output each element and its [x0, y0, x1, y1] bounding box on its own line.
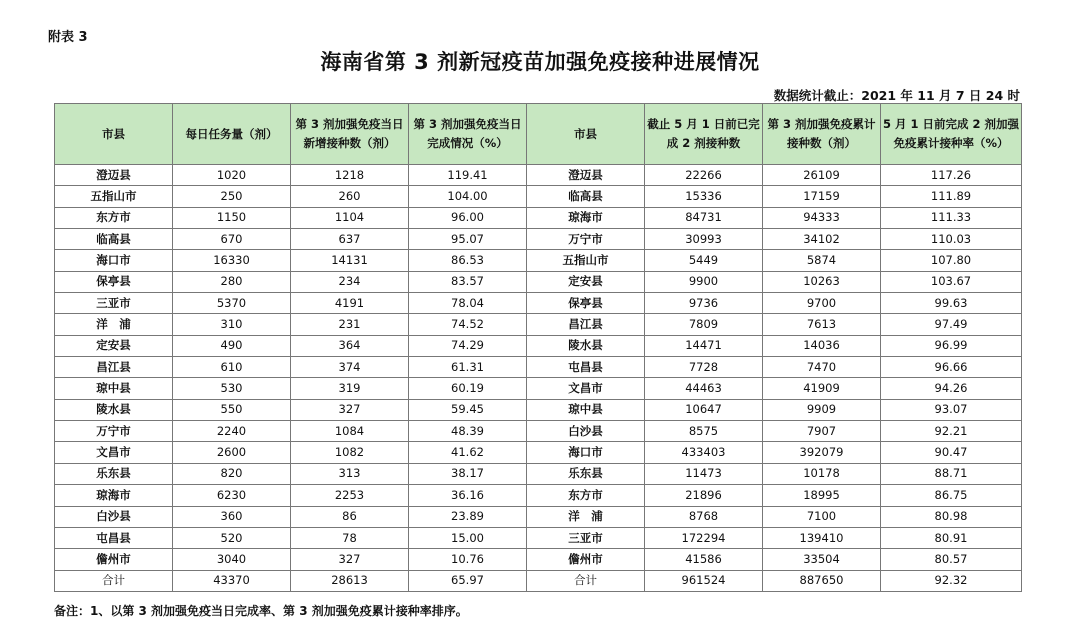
cell-cumulative-doses: 33504	[763, 549, 881, 570]
cell-county-left: 昌江县	[55, 357, 173, 378]
cell-county-right: 合计	[527, 570, 645, 591]
cell-county-left: 琼海市	[55, 485, 173, 506]
cell-two-dose-count: 30993	[645, 229, 763, 250]
cell-county-left: 洋 浦	[55, 314, 173, 335]
table-row	[55, 421, 1022, 442]
cell-daily-quota: 280	[173, 271, 291, 292]
header-county-right: 市县	[527, 104, 645, 165]
cell-county-left: 海口市	[55, 250, 173, 271]
cell-daily-quota: 550	[173, 399, 291, 420]
cell-two-dose-count: 14471	[645, 335, 763, 356]
cell-daily-quota: 820	[173, 463, 291, 484]
cell-county-left: 万宁市	[55, 421, 173, 442]
cell-two-dose-count: 21896	[645, 485, 763, 506]
cell-county-left: 文昌市	[55, 442, 173, 463]
cell-cumulative-rate: 96.99	[881, 335, 1022, 356]
cell-cumulative-rate: 103.67	[881, 271, 1022, 292]
table-row	[55, 335, 1022, 356]
cell-daily-completion: 83.57	[409, 271, 527, 292]
table-row	[55, 463, 1022, 484]
cell-daily-completion: 96.00	[409, 207, 527, 228]
cell-daily-new-doses: 1084	[291, 421, 409, 442]
cell-daily-quota: 250	[173, 186, 291, 207]
cell-daily-quota: 360	[173, 506, 291, 527]
cell-cumulative-rate: 107.80	[881, 250, 1022, 271]
cell-cumulative-doses: 18995	[763, 485, 881, 506]
cell-cumulative-rate: 88.71	[881, 463, 1022, 484]
cell-cumulative-rate: 96.66	[881, 357, 1022, 378]
cell-daily-completion: 74.52	[409, 314, 527, 335]
cell-daily-completion: 65.97	[409, 570, 527, 591]
cell-daily-completion: 60.19	[409, 378, 527, 399]
cell-daily-completion: 61.31	[409, 357, 527, 378]
cell-daily-new-doses: 28613	[291, 570, 409, 591]
cell-daily-new-doses: 78	[291, 527, 409, 548]
table-row	[55, 442, 1022, 463]
cell-cumulative-doses: 887650	[763, 570, 881, 591]
table-row	[55, 506, 1022, 527]
cell-cumulative-rate: 80.98	[881, 506, 1022, 527]
cell-county-right: 万宁市	[527, 229, 645, 250]
table-row	[55, 229, 1022, 250]
cell-county-left: 合计	[55, 570, 173, 591]
cell-county-right: 澄迈县	[527, 165, 645, 186]
cell-two-dose-count: 15336	[645, 186, 763, 207]
cell-daily-new-doses: 637	[291, 229, 409, 250]
cell-two-dose-count: 7728	[645, 357, 763, 378]
table-row	[55, 314, 1022, 335]
cell-county-left: 屯昌县	[55, 527, 173, 548]
cell-daily-new-doses: 313	[291, 463, 409, 484]
cell-daily-completion: 48.39	[409, 421, 527, 442]
cell-county-right: 临高县	[527, 186, 645, 207]
cell-county-right: 昌江县	[527, 314, 645, 335]
table-row	[55, 378, 1022, 399]
cell-cumulative-doses: 7907	[763, 421, 881, 442]
cell-county-right: 白沙县	[527, 421, 645, 442]
cell-two-dose-count: 9736	[645, 293, 763, 314]
cell-county-left: 五指山市	[55, 186, 173, 207]
cell-county-right: 定安县	[527, 271, 645, 292]
cell-cumulative-doses: 94333	[763, 207, 881, 228]
cell-cumulative-rate: 86.75	[881, 485, 1022, 506]
table-row	[55, 207, 1022, 228]
table-row	[55, 485, 1022, 506]
table-row	[55, 357, 1022, 378]
cell-daily-new-doses: 260	[291, 186, 409, 207]
table-total-row	[55, 570, 1022, 591]
cell-cumulative-doses: 10263	[763, 271, 881, 292]
cell-county-right: 洋 浦	[527, 506, 645, 527]
cell-cumulative-rate: 117.26	[881, 165, 1022, 186]
cell-daily-new-doses: 327	[291, 399, 409, 420]
header-daily-quota: 每日任务量（剂）	[173, 104, 291, 165]
cell-cumulative-rate: 92.32	[881, 570, 1022, 591]
cell-county-left: 定安县	[55, 335, 173, 356]
cell-two-dose-count: 44463	[645, 378, 763, 399]
data-cutoff-date: 数据统计截止：2021 年 11 月 7 日 24 时	[773, 88, 1020, 103]
cell-cumulative-doses: 392079	[763, 442, 881, 463]
cell-daily-quota: 2240	[173, 421, 291, 442]
cell-daily-completion: 59.45	[409, 399, 527, 420]
cell-daily-new-doses: 364	[291, 335, 409, 356]
cell-cumulative-doses: 7613	[763, 314, 881, 335]
cell-daily-new-doses: 327	[291, 549, 409, 570]
cell-two-dose-count: 172294	[645, 527, 763, 548]
header-daily-completion: 第 3 剂加强免疫当日完成情况（%）	[409, 104, 527, 165]
cell-cumulative-rate: 94.26	[881, 378, 1022, 399]
cell-cumulative-rate: 111.33	[881, 207, 1022, 228]
table-row	[55, 399, 1022, 420]
cell-county-left: 澄迈县	[55, 165, 173, 186]
cell-two-dose-count: 961524	[645, 570, 763, 591]
cell-county-right: 琼中县	[527, 399, 645, 420]
cell-daily-new-doses: 1218	[291, 165, 409, 186]
cell-cumulative-doses: 139410	[763, 527, 881, 548]
cell-daily-completion: 15.00	[409, 527, 527, 548]
cell-daily-quota: 6230	[173, 485, 291, 506]
cell-two-dose-count: 7809	[645, 314, 763, 335]
cell-county-right: 文昌市	[527, 378, 645, 399]
cell-county-left: 东方市	[55, 207, 173, 228]
page-title: 海南省第 3 剂新冠疫苗加强免疫接种进展情况	[320, 50, 760, 74]
cell-cumulative-rate: 80.91	[881, 527, 1022, 548]
cell-county-left: 白沙县	[55, 506, 173, 527]
cell-cumulative-doses: 9909	[763, 399, 881, 420]
cell-cumulative-doses: 14036	[763, 335, 881, 356]
table-row	[55, 271, 1022, 292]
cell-cumulative-doses: 34102	[763, 229, 881, 250]
cell-county-right: 东方市	[527, 485, 645, 506]
cell-daily-quota: 530	[173, 378, 291, 399]
cell-two-dose-count: 433403	[645, 442, 763, 463]
cell-two-dose-count: 11473	[645, 463, 763, 484]
cell-county-right: 三亚市	[527, 527, 645, 548]
cell-cumulative-rate: 97.49	[881, 314, 1022, 335]
cell-daily-new-doses: 319	[291, 378, 409, 399]
cell-daily-quota: 310	[173, 314, 291, 335]
cell-daily-new-doses: 374	[291, 357, 409, 378]
cell-daily-quota: 490	[173, 335, 291, 356]
cell-daily-completion: 78.04	[409, 293, 527, 314]
cell-county-right: 海口市	[527, 442, 645, 463]
cell-daily-completion: 95.07	[409, 229, 527, 250]
cell-county-right: 乐东县	[527, 463, 645, 484]
cell-daily-quota: 610	[173, 357, 291, 378]
cell-daily-completion: 10.76	[409, 549, 527, 570]
table-row	[55, 165, 1022, 186]
cell-county-right: 五指山市	[527, 250, 645, 271]
cell-cumulative-rate: 99.63	[881, 293, 1022, 314]
attachment-label: 附表 3	[48, 30, 88, 45]
cell-daily-new-doses: 86	[291, 506, 409, 527]
table-row	[55, 186, 1022, 207]
cell-county-left: 乐东县	[55, 463, 173, 484]
cell-cumulative-rate: 93.07	[881, 399, 1022, 420]
cell-two-dose-count: 8575	[645, 421, 763, 442]
cell-cumulative-rate: 92.21	[881, 421, 1022, 442]
header-daily-new-doses: 第 3 剂加强免疫当日新增接种数（剂）	[291, 104, 409, 165]
cell-county-right: 儋州市	[527, 549, 645, 570]
cell-daily-quota: 5370	[173, 293, 291, 314]
header-two-dose-count: 截止 5 月 1 日前已完成 2 剂接种数	[645, 104, 763, 165]
cell-daily-quota: 2600	[173, 442, 291, 463]
cell-daily-completion: 86.53	[409, 250, 527, 271]
cell-cumulative-doses: 10178	[763, 463, 881, 484]
cell-daily-new-doses: 231	[291, 314, 409, 335]
cell-daily-quota: 3040	[173, 549, 291, 570]
table-row	[55, 250, 1022, 271]
cell-cumulative-rate: 111.89	[881, 186, 1022, 207]
cell-cumulative-doses: 7470	[763, 357, 881, 378]
cell-cumulative-doses: 7100	[763, 506, 881, 527]
cell-daily-completion: 38.17	[409, 463, 527, 484]
cell-county-left: 陵水县	[55, 399, 173, 420]
cell-daily-quota: 520	[173, 527, 291, 548]
cell-county-left: 琼中县	[55, 378, 173, 399]
cell-cumulative-doses: 5874	[763, 250, 881, 271]
cell-cumulative-rate: 80.57	[881, 549, 1022, 570]
cell-two-dose-count: 84731	[645, 207, 763, 228]
cell-cumulative-doses: 41909	[763, 378, 881, 399]
cell-daily-quota: 1020	[173, 165, 291, 186]
table-row	[55, 527, 1022, 548]
vaccination-progress-table	[54, 103, 1022, 592]
cell-daily-new-doses: 4191	[291, 293, 409, 314]
cell-daily-quota: 670	[173, 229, 291, 250]
cell-cumulative-doses: 26109	[763, 165, 881, 186]
cell-county-right: 琼海市	[527, 207, 645, 228]
cell-daily-completion: 23.89	[409, 506, 527, 527]
cell-daily-new-doses: 234	[291, 271, 409, 292]
cell-county-right: 陵水县	[527, 335, 645, 356]
cell-daily-completion: 119.41	[409, 165, 527, 186]
footnote: 备注：1、以第 3 剂加强免疫当日完成率、第 3 剂加强免疫累计接种率排序。	[54, 604, 468, 618]
cell-county-left: 三亚市	[55, 293, 173, 314]
table-row	[55, 293, 1022, 314]
cell-daily-new-doses: 1104	[291, 207, 409, 228]
cell-two-dose-count: 8768	[645, 506, 763, 527]
header-cumulative-rate: 5 月 1 日前完成 2 剂加强免疫累计接种率（%）	[881, 104, 1022, 165]
cell-daily-new-doses: 1082	[291, 442, 409, 463]
cell-cumulative-doses: 17159	[763, 186, 881, 207]
cell-two-dose-count: 9900	[645, 271, 763, 292]
cell-daily-completion: 36.16	[409, 485, 527, 506]
cell-daily-new-doses: 2253	[291, 485, 409, 506]
cell-county-left: 临高县	[55, 229, 173, 250]
cell-daily-completion: 74.29	[409, 335, 527, 356]
cell-county-right: 屯昌县	[527, 357, 645, 378]
cell-two-dose-count: 5449	[645, 250, 763, 271]
table-row	[55, 549, 1022, 570]
cell-two-dose-count: 22266	[645, 165, 763, 186]
cell-county-left: 儋州市	[55, 549, 173, 570]
cell-cumulative-rate: 90.47	[881, 442, 1022, 463]
cell-two-dose-count: 41586	[645, 549, 763, 570]
cell-daily-quota: 43370	[173, 570, 291, 591]
cell-daily-completion: 104.00	[409, 186, 527, 207]
cell-daily-quota: 16330	[173, 250, 291, 271]
cell-daily-quota: 1150	[173, 207, 291, 228]
header-county-left: 市县	[55, 104, 173, 165]
cell-daily-new-doses: 14131	[291, 250, 409, 271]
cell-two-dose-count: 10647	[645, 399, 763, 420]
cell-cumulative-rate: 110.03	[881, 229, 1022, 250]
cell-county-left: 保亭县	[55, 271, 173, 292]
cell-daily-completion: 41.62	[409, 442, 527, 463]
cell-county-right: 保亭县	[527, 293, 645, 314]
table-header-row	[55, 104, 1022, 165]
cell-cumulative-doses: 9700	[763, 293, 881, 314]
header-cumulative-doses: 第 3 剂加强免疫累计接种数（剂）	[763, 104, 881, 165]
